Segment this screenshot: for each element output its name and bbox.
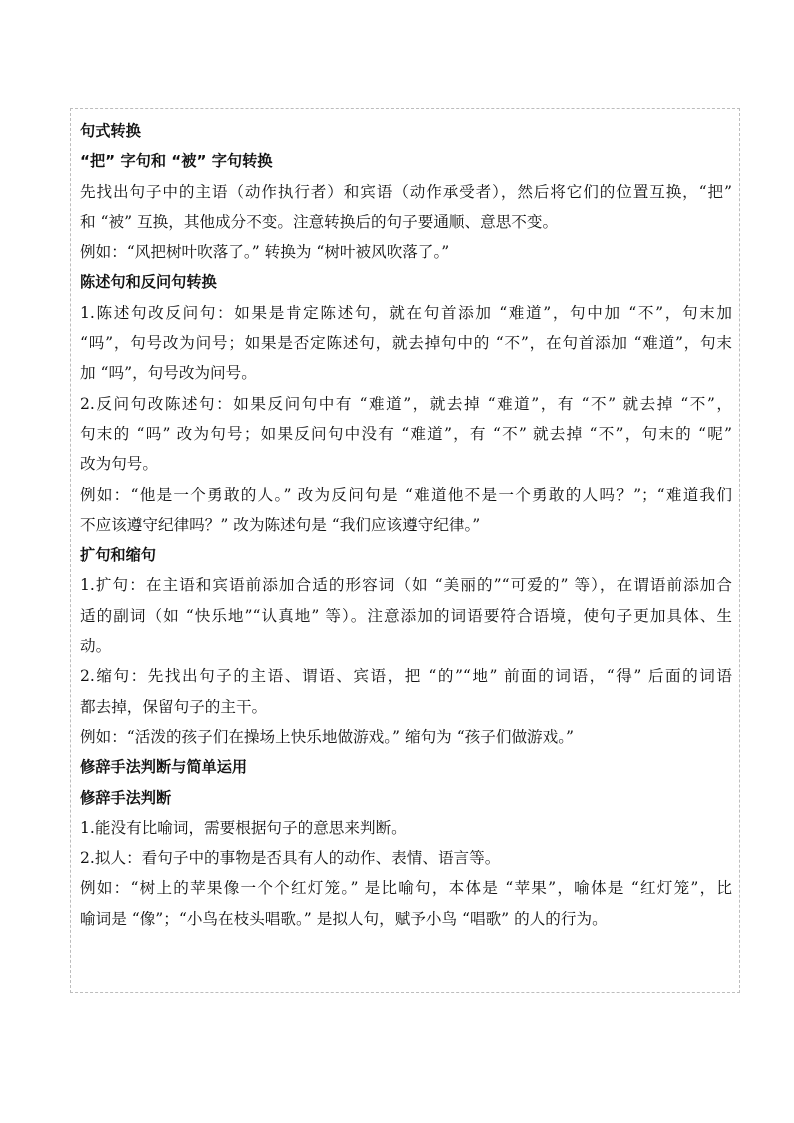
example-line: 例如：“活泼的孩子们在操场上快乐地做游戏。” 缩句为 “孩子们做游戏。” bbox=[80, 727, 575, 746]
paragraph-line: “吗”，句号改为问号；如果是否定陈述句，就去掉句中的 “不”，在句首添加 “难道”，句末 bbox=[80, 334, 732, 353]
paragraph-line: 句末的 “吗” 改为句号；如果反问句中没有 “难道”，有 “不” 就去掉 “不”，句末的 “呢” bbox=[80, 424, 732, 443]
paragraph-line: 2.缩句：先找出句子的主语、谓语、宾语，把 “的”“地” 前面的词语，“得” 后面的词语 bbox=[80, 667, 732, 686]
paragraph-line: 1.能没有比喻词，需要根据句子的意思来判断。 bbox=[80, 818, 407, 837]
paragraph-line: 1.扩句：在主语和宾语前添加合适的形容词（如 “美丽的”“可爱的” 等），在谓语前添加合 bbox=[80, 576, 732, 595]
paragraph-line: 1.陈述句改反问句：如果是肯定陈述句，就在句首添加 “难道”，句中加 “不”，句末加 bbox=[80, 303, 732, 322]
heading-ba-bei-conversion: “把” 字句和 “被” 字句转换 bbox=[80, 152, 273, 171]
paragraph-line: 2.反问句改陈述句：如果反问句中有 “难道”，就去掉 “难道”，有 “不” 就去掉 “不”， bbox=[80, 394, 732, 413]
paragraph-line: 动。 bbox=[80, 637, 112, 656]
heading-expand-shrink: 扩句和缩句 bbox=[80, 546, 156, 565]
paragraph-line: 2.拟人：看句子中的事物是否具有人的动作、表情、语言等。 bbox=[80, 849, 501, 868]
paragraph-line: 和 “被” 互换，其他成分不变。注意转换后的句子要通顺、意思不变。 bbox=[80, 212, 559, 231]
heading-rhetoric: 修辞手法判断与简单运用 bbox=[80, 758, 248, 777]
heading-declarative-rhetorical: 陈述句和反问句转换 bbox=[80, 273, 217, 292]
example-line: 例如：“风把树叶吹落了。” 转换为 “树叶被风吹落了。” bbox=[80, 243, 450, 262]
example-line: 例如：“树上的苹果像一个个红灯笼。” 是比喻句，本体是 “苹果”，喻体是 “红灯笼”，比 bbox=[80, 879, 732, 898]
paragraph-line: 先找出句子中的主语（动作执行者）和宾语（动作承受者），然后将它们的位置互换，“把” bbox=[80, 182, 732, 201]
example-line: 喻词是 “像”；“小鸟在枝头唱歌。” 是拟人句，赋予小鸟 “唱歌” 的人的行为。 bbox=[80, 909, 608, 928]
paragraph-line: 都去掉，保留句子的主干。 bbox=[80, 697, 268, 716]
paragraph-line: 加 “吗”，句号改为问号。 bbox=[80, 364, 257, 383]
heading-rhetoric-judgement: 修辞手法判断 bbox=[80, 788, 172, 807]
paragraph-line: 适的副词（如 “快乐地”“认真地” 等）。注意添加的词语要符合语境，使句子更加具体、生 bbox=[80, 606, 732, 625]
paragraph-line: 改为句号。 bbox=[80, 455, 158, 474]
document-body bbox=[80, 116, 732, 934]
example-line: 不应该遵守纪律吗？” 改为陈述句是 “我们应该遵守纪律。” bbox=[80, 515, 481, 534]
example-line: 例如：“他是一个勇敢的人。” 改为反问句是 “难道他不是一个勇敢的人吗？”；“难道我们 bbox=[80, 485, 732, 504]
heading-sentence-conversion: 句式转换 bbox=[80, 122, 141, 140]
